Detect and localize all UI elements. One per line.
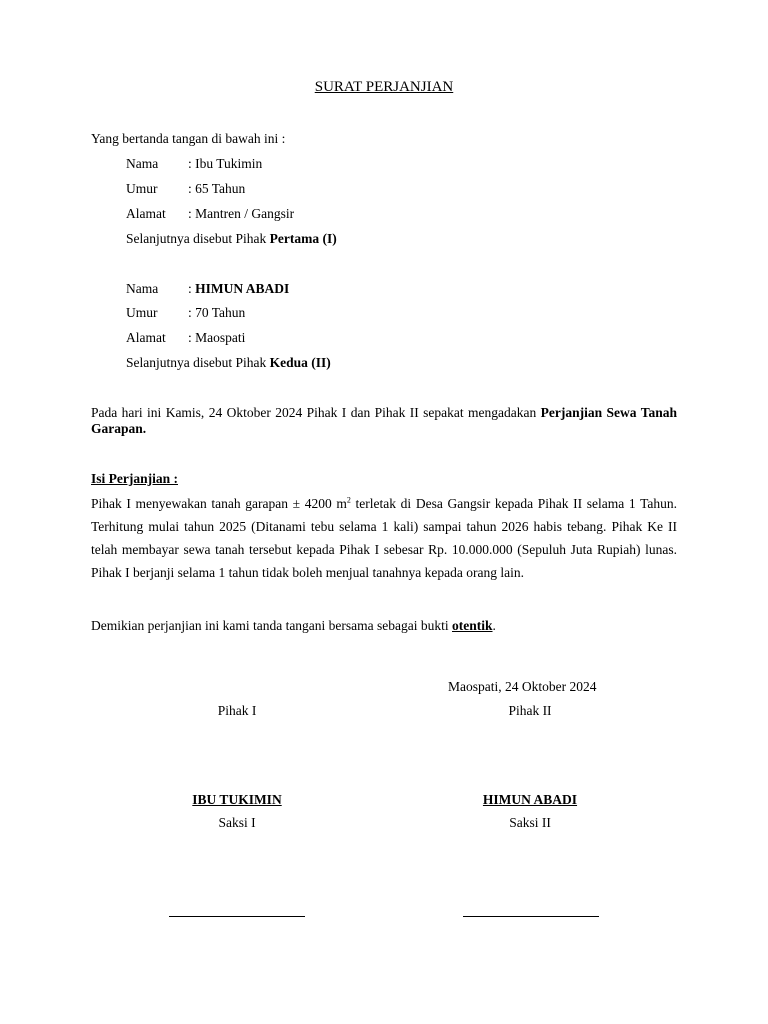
closing-end: . [492, 618, 496, 633]
signature-right-role: Pihak II [508, 703, 552, 718]
content-part1: Pihak I menyewakan tanah garapan ± 4200 m [91, 496, 347, 511]
pihak1-age-value: : 65 Tahun [188, 181, 246, 196]
pihak1-address-label: Alamat [126, 206, 166, 221]
pihak1-designation-prefix: Selanjutnya disebut Pihak [126, 231, 270, 246]
document-title: SURAT PERJANJIAN [314, 79, 454, 95]
pihak1-name-label: Nama [126, 156, 159, 171]
pihak2-designation-bold: Kedua (II) [269, 355, 331, 370]
agreement-intro [91, 405, 677, 437]
signature-right-name [410, 792, 650, 808]
pihak2-name-colon: : [188, 281, 196, 296]
pihak2-designation [126, 355, 331, 371]
pihak2-address-value: : Maospati [188, 330, 246, 345]
signature-left-role: Pihak I [217, 703, 257, 718]
place-date: Maospati, 24 Oktober 2024 [448, 679, 597, 694]
content-sup: 2 [346, 495, 351, 505]
signature-left-name [117, 792, 357, 808]
pihak1-designation [126, 231, 337, 247]
agreement-intro-text: Pada hari ini Kamis, 24 Oktober 2024 Pihak I dan Pihak II sepakat mengadakan [91, 405, 541, 420]
witness-right-label: Saksi II [509, 815, 551, 830]
pihak2-age-value: : 70 Tahun [188, 305, 246, 320]
pihak2-name-bold: HIMUN ABADI [195, 281, 290, 296]
signature-left-name-text: IBU TUKIMIN [192, 792, 282, 807]
agreement-content [91, 492, 677, 584]
pihak2-name-value [188, 281, 289, 297]
pihak2-designation-prefix: Selanjutnya disebut Pihak [126, 355, 270, 370]
witness-left-label: Saksi I [218, 815, 256, 830]
closing-text: Demikian perjanjian ini kami tanda tangani bersama sebagai bukti [91, 618, 453, 633]
closing-statement [91, 618, 496, 634]
pihak2-address-label: Alamat [126, 330, 166, 345]
signature-right-name-text: HIMUN ABADI [482, 792, 578, 807]
witness-left-signature-line [169, 916, 305, 917]
pihak2-name-label: Nama [126, 281, 159, 296]
agreement-intro-bold: Perjanjian Sewa Tanah Garapan. [91, 405, 677, 436]
pihak2-age-label: Umur [126, 305, 158, 320]
intro-text: Yang bertanda tangan di bawah ini : [91, 131, 286, 146]
witness-right-signature-line [463, 916, 599, 917]
closing-bold: otentik [452, 618, 493, 633]
pihak1-name-value: : Ibu Tukimin [188, 156, 263, 171]
content-part2: terletak di Desa Gangsir kepada Pihak II selama 1 Tahun. Terhitung mulai tahun 2025 (Ditanami tebu selama 1 kali) sampai tahun 2026 habis tebang. Pihak Ke II telah membayar sewa tanah tersebut kepada Pihak I sebesar Rp. 10.000.000 (Sepuluh Juta Rupiah) lunas. Pihak I berjanji selama 1 tahun tidak boleh menjual tanahnya kepada orang lain. [91, 496, 678, 580]
section-heading-text: Isi Perjanjian : [91, 471, 178, 486]
pihak1-address-value: : Mantren / Gangsir [188, 206, 295, 221]
pihak1-designation-bold: Pertama (I) [269, 231, 337, 246]
pihak1-age-label: Umur [126, 181, 158, 196]
section-heading [91, 471, 178, 487]
